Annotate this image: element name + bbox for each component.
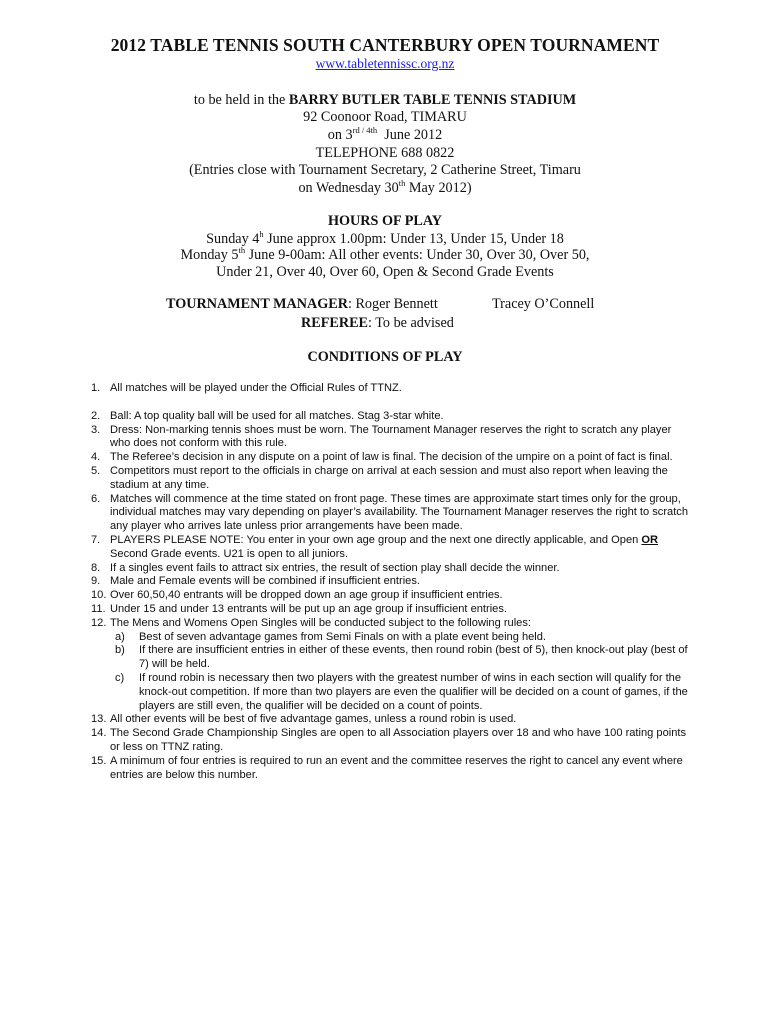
date-prefix: on 3 [327,127,353,143]
monday-sup: th [238,245,246,255]
condition-number: 10. [91,589,107,602]
telephone-line: TELEPHONE 688 0822 [315,145,455,161]
sub-item-text: Best of seven advantage games from Semi Finals on with a plate event being held. [139,630,547,643]
website-link[interactable]: www.tabletennissc.org.nz [315,56,455,71]
condition-item [91,575,691,589]
date-line [0,126,770,144]
condition-text: The Second Grade Championship Singles are open to all Association players over 18 and who have 100 rating points or less on TTNZ rating. [110,727,687,753]
condition-sub-item [91,631,691,645]
date-sup: rd / 4th [352,125,378,135]
condition-number: 8. [91,561,101,574]
entries-close-sup: th [398,178,406,188]
sunday-prefix: Sunday 4 [206,231,260,247]
condition-number: 11. [91,602,106,615]
condition-item [91,562,691,576]
condition-sub-item [91,672,691,713]
condition-number: 6. [91,492,101,505]
condition-number: 5. [91,464,101,477]
entries-line-2 [0,179,770,197]
condition-item [91,382,691,396]
website-line [0,56,770,72]
condition-number: 9. [91,575,101,588]
condition-text: Over 60,50,40 entrants will be dropped down an age group if insufficient entries. [110,589,503,602]
venue-name: BARRY BUTLER TABLE TENNIS STADIUM [288,92,577,108]
condition-text: A minimum of four entries is required to run an event and the committee reserves the right to cancel any event where entries are below this number. [110,754,683,781]
condition-item [91,451,691,465]
condition-text-continued: Second Grade events. U21 is open to all juniors. [110,547,349,560]
condition-item [91,755,691,783]
manager-value: : Roger Bennett [347,296,438,312]
condition-text: The Referee’s decision in any dispute on a point of law is final. The decision of the umpire on a point of fact is final. [110,451,673,464]
referee-label: REFEREE [301,315,369,331]
condition-item [91,589,691,603]
condition-number: 12. [91,616,107,629]
condition-number: 4. [91,451,101,464]
condition-item [91,493,691,534]
referee-value: : To be advised [368,315,454,331]
condition-text: Matches will commence at the time stated on front page. These times are approximate start times only for the group, individual matches may vary depending on player’s availability. The Tournament Manager reserves the right to scratch any player who arrives late unless prior arrangements have been made. [110,492,689,533]
date-suffix: June 2012 [377,127,443,143]
entries-close-prefix: on Wednesday 30 [298,180,399,196]
condition-text: All matches will be played under the Official Rules of TTNZ. [110,382,402,394]
entries-line-1: (Entries close with Tournament Secretary, 2 Catherine Street, Timaru [189,162,581,178]
condition-number: 2. [91,409,101,422]
condition-item [91,465,691,493]
condition-number: 1. [91,382,101,394]
tournament-manager [166,296,438,313]
condition-item [91,713,691,727]
condition-text: The Mens and Womens Open Singles will be conducted subject to the following rules: [110,616,531,629]
condition-item [91,603,691,617]
or-emphasis: OR [641,533,659,546]
sub-item-letter: c) [115,671,125,684]
condition-number: 3. [91,423,101,436]
condition-text: PLAYERS PLEASE NOTE: You enter in your own age group and the next one directly applicable, and Open [110,533,642,546]
hours-monday-line-2: Under 21, Over 40, Over 60, Open & Second Grade Events [216,264,554,280]
venue-prefix: to be held in the [193,92,289,108]
monday-suffix: June 9-00am: All other events: Under 30, Over 30, Over 50, [245,247,590,263]
condition-text: Under 15 and under 13 entrants will be put up an age group if insufficient entries. [110,602,507,615]
condition-text: Male and Female events will be combined if insufficient entries. [110,575,420,588]
sunday-sup: h [259,229,264,239]
conditions-list [91,382,691,782]
tournament-manager-alt: Tracey O’Connell [492,296,595,312]
sub-item-text: If there are insufficient entries in either of these events, then round robin (best of 5), then knock-out play (best of 7) will be held. [139,644,688,671]
entries-close-suffix: May 2012) [405,180,472,196]
conditions-heading: CONDITIONS OF PLAY [307,349,463,365]
manager-label: TOURNAMENT MANAGER [166,296,348,312]
sunday-suffix: June approx 1.00pm: Under 13, Under 15, Under 18 [263,231,564,247]
condition-text: If a singles event fails to attract six entries, the result of section play shall decide the winner. [110,561,560,574]
condition-text: Dress: Non-marking tennis shoes must be worn. The Tournament Manager reserves the right to scratch any player who does not conform with this rule. [110,423,672,450]
condition-number: 14. [91,727,107,740]
condition-sub-item [91,644,691,672]
document-title: 2012 TABLE TENNIS SOUTH CANTERBURY OPEN TOURNAMENT [110,35,660,55]
condition-text: Competitors must report to the officials in charge on arrival at each session and must also report when leaving the stadium at any time. [110,464,668,491]
condition-number: 7. [91,533,101,546]
condition-number: 15. [91,754,107,767]
sub-item-text: If round robin is necessary then two players with the greatest number of wins in each section will qualify for the knock-out competition. If more than two players are even the qualifier will be decided on a count of games, if the players are still even, the qualifier will be decided on a count of points. [139,671,688,712]
condition-item [91,727,691,755]
condition-item [91,424,691,452]
condition-item [91,534,691,562]
sub-item-letter: a) [115,630,125,643]
hours-monday [0,246,770,264]
monday-prefix: Monday 5 [180,247,239,263]
sub-item-letter: b) [115,644,125,657]
condition-text: Ball: A top quality ball will be used for all matches. Stag 3-star white. [110,409,444,422]
referee [301,315,454,332]
condition-number: 13. [91,713,107,726]
hours-heading: HOURS OF PLAY [327,213,443,229]
address-line: 92 Coonoor Road, TIMARU [303,109,467,125]
condition-text: All other events will be best of five advantage games, unless a round robin is used. [110,713,517,726]
condition-item [91,410,691,424]
condition-item [91,617,691,631]
venue-line [0,91,770,109]
